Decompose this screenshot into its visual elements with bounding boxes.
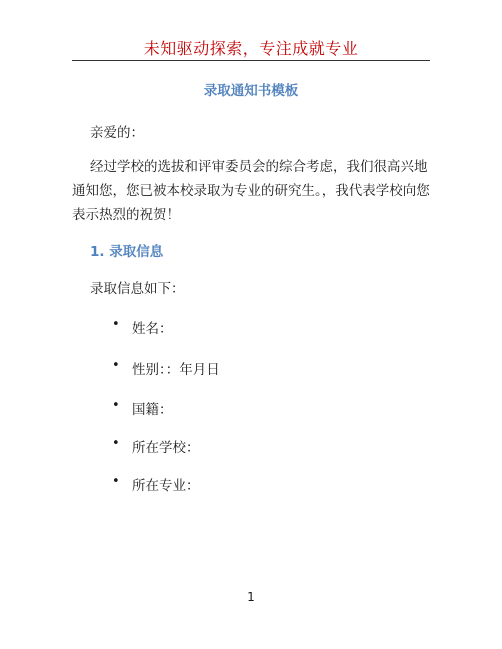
list-item-label: 所在学校： bbox=[132, 440, 200, 456]
bullet-icon: • bbox=[112, 474, 120, 489]
page-header-slogan: 未知驱动探索，专注成就专业 bbox=[143, 39, 359, 58]
list-item-label: 姓名： bbox=[132, 321, 173, 337]
bullet-icon: • bbox=[112, 358, 120, 373]
list-item-label: 国籍： bbox=[132, 402, 173, 418]
list-item-label: 所在专业： bbox=[132, 478, 200, 494]
page-number: 1 bbox=[247, 590, 255, 604]
bullet-icon: • bbox=[112, 317, 120, 332]
salutation: 亲爱的： bbox=[90, 125, 144, 141]
list-item-label: 性别：：年月日 bbox=[132, 362, 220, 378]
header-divider bbox=[72, 60, 430, 61]
document-title: 录取通知书模板 bbox=[203, 83, 299, 99]
section-intro-text: 录取信息如下： bbox=[90, 281, 185, 297]
bullet-icon: • bbox=[112, 436, 120, 451]
bullet-icon: • bbox=[112, 398, 120, 413]
intro-paragraph: 经过学校的选拔和评审委员会的综合考虑，我们很高兴地通知您，您已被本校录取为专业的研究生。，我代表学校向您表示热烈的祝贺！ bbox=[72, 159, 430, 223]
section-heading-admission-info: 1. 录取信息 bbox=[90, 244, 164, 260]
